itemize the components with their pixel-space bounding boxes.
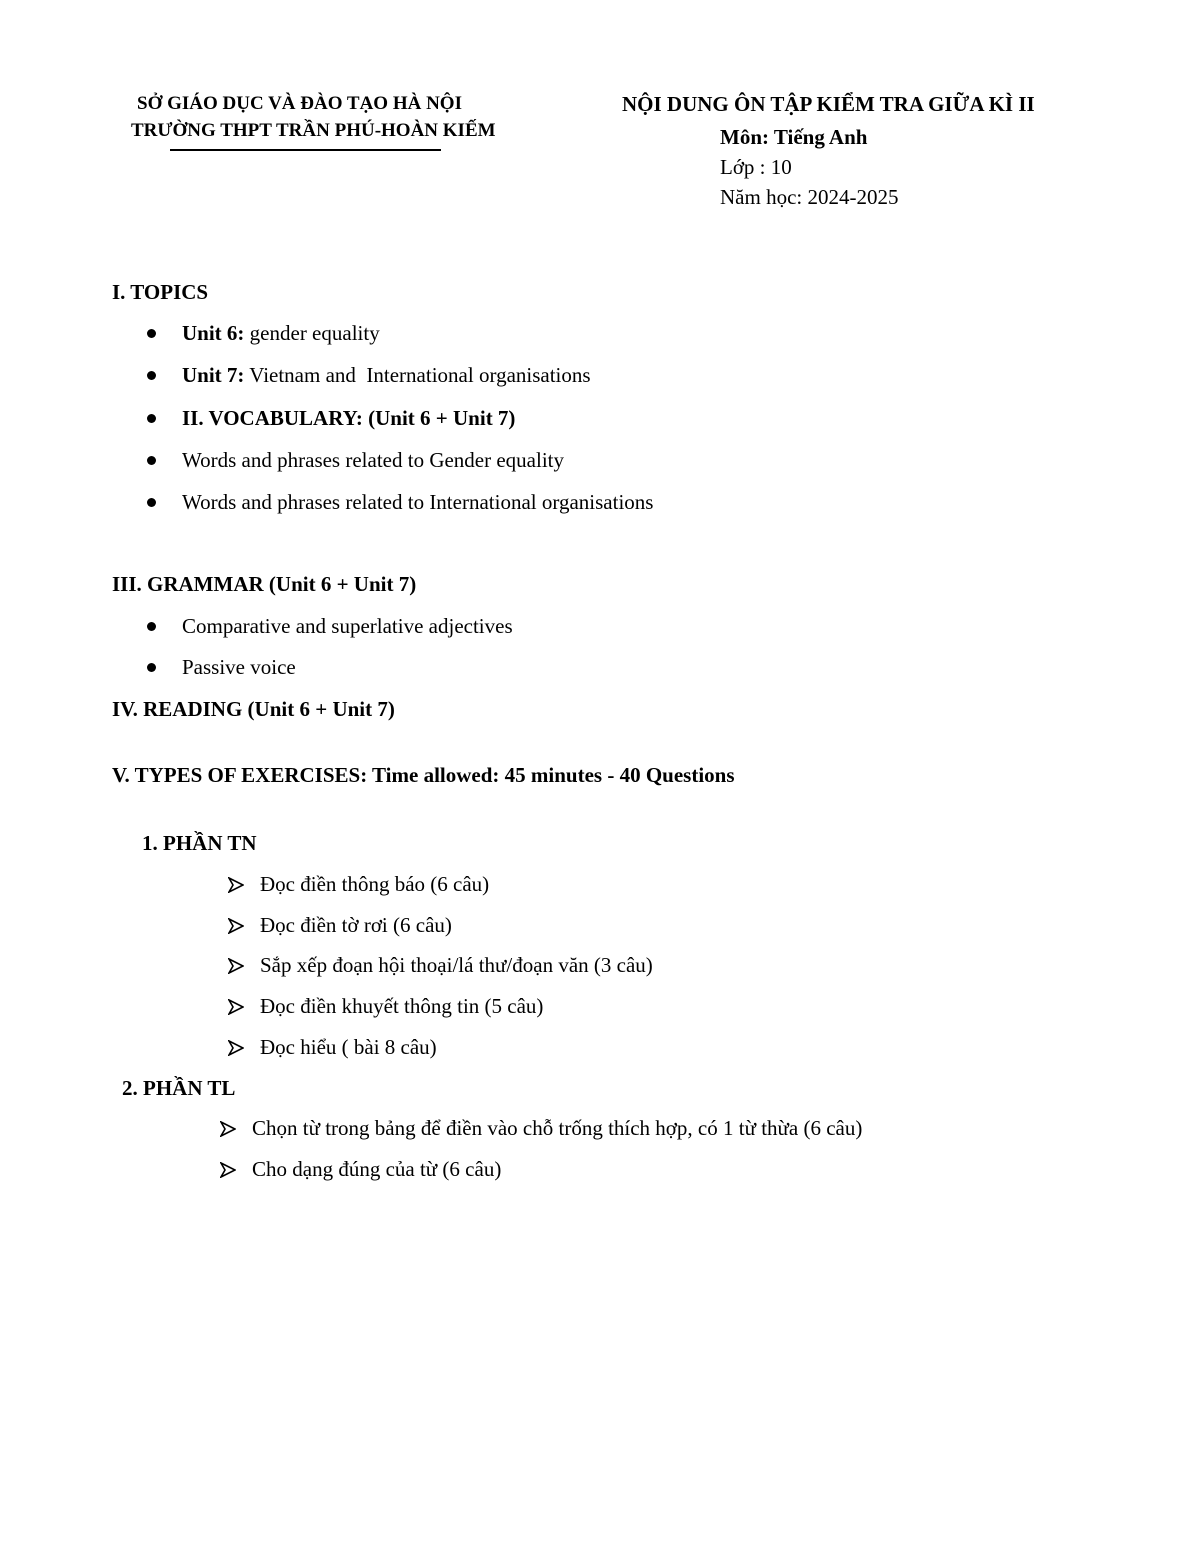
arrow-bullet-icon: [220, 1162, 236, 1178]
list-item-text: Đọc hiểu ( bài 8 câu): [260, 1035, 437, 1059]
arrow-bullet-icon: [228, 918, 244, 934]
list-item: [147, 321, 380, 346]
section-reading-heading: IV. READING (Unit 6 + Unit 7): [112, 697, 395, 721]
list-item: [228, 953, 653, 978]
grade-line: Lớp : 10: [720, 155, 792, 179]
bullet-icon: [147, 622, 156, 631]
list-item: [147, 655, 296, 680]
section-exercises-heading: V. TYPES OF EXERCISES: Time allowed: 45 minutes - 40 Questions: [112, 763, 735, 787]
bullet-icon: [147, 414, 156, 423]
school-name: TRƯỜNG THPT TRẦN PHÚ-HOÀN KIẾM: [131, 120, 496, 141]
bullet-icon: [147, 456, 156, 465]
list-item-text: Comparative and superlative adjectives: [182, 614, 513, 638]
arrow-bullet-icon: [220, 1121, 236, 1137]
list-item-text: Đọc điền khuyết thông tin (5 câu): [260, 994, 544, 1018]
subject-line: Môn: Tiếng Anh: [720, 125, 868, 149]
document-title: NỘI DUNG ÔN TẬP KIỂM TRA GIỮA KÌ II: [622, 92, 1035, 116]
part2-heading: 2. PHẦN TL: [122, 1076, 236, 1100]
list-item: [147, 490, 653, 515]
list-item: [147, 363, 591, 388]
list-item-text: Đọc điền thông báo (6 câu): [260, 872, 490, 896]
list-item-text: gender equality: [244, 321, 380, 345]
list-item: [228, 994, 543, 1019]
arrow-bullet-icon: [228, 877, 244, 893]
list-item-text: Vietnam and International organisations: [244, 363, 591, 387]
list-item: [228, 913, 452, 938]
bullet-icon: [147, 663, 156, 672]
vocabulary-heading: II. VOCABULARY: (Unit 6 + Unit 7): [182, 406, 516, 430]
list-item-text: Passive voice: [182, 655, 296, 679]
section-topics-heading: I. TOPICS: [112, 280, 209, 304]
list-item-text: Chọn từ trong bảng để điền vào chỗ trống thích hợp, có 1 từ thừa (6 câu): [252, 1116, 863, 1140]
list-item-text: Đọc điền tờ rơi (6 câu): [260, 913, 452, 937]
header-divider: [170, 149, 441, 151]
department-name: SỞ GIÁO DỤC VÀ ĐÀO TẠO HÀ NỘI: [137, 93, 462, 114]
list-item-text: Words and phrases related to International organisations: [182, 490, 654, 514]
bullet-icon: [147, 371, 156, 380]
list-item-label: Unit 6:: [182, 321, 245, 345]
list-item: [147, 406, 515, 431]
list-item-text: Cho dạng đúng của từ (6 câu): [252, 1157, 502, 1181]
list-item-text: Sắp xếp đoạn hội thoại/lá thư/đoạn văn (3 câu): [260, 953, 653, 977]
list-item: [220, 1116, 862, 1141]
list-item: [228, 872, 489, 897]
bullet-icon: [147, 329, 156, 338]
part1-heading: 1. PHẦN TN: [142, 831, 257, 855]
list-item: [147, 448, 564, 473]
section-grammar-heading: III. GRAMMAR (Unit 6 + Unit 7): [112, 572, 417, 596]
list-item: [220, 1157, 501, 1182]
arrow-bullet-icon: [228, 958, 244, 974]
arrow-bullet-icon: [228, 1040, 244, 1056]
list-item: [228, 1035, 437, 1060]
bullet-icon: [147, 498, 156, 507]
school-year-line: Năm học: 2024-2025: [720, 185, 899, 209]
list-item-text: Words and phrases related to Gender equality: [182, 448, 565, 472]
list-item-label: Unit 7:: [182, 363, 245, 387]
list-item: [147, 614, 513, 639]
arrow-bullet-icon: [228, 999, 244, 1015]
